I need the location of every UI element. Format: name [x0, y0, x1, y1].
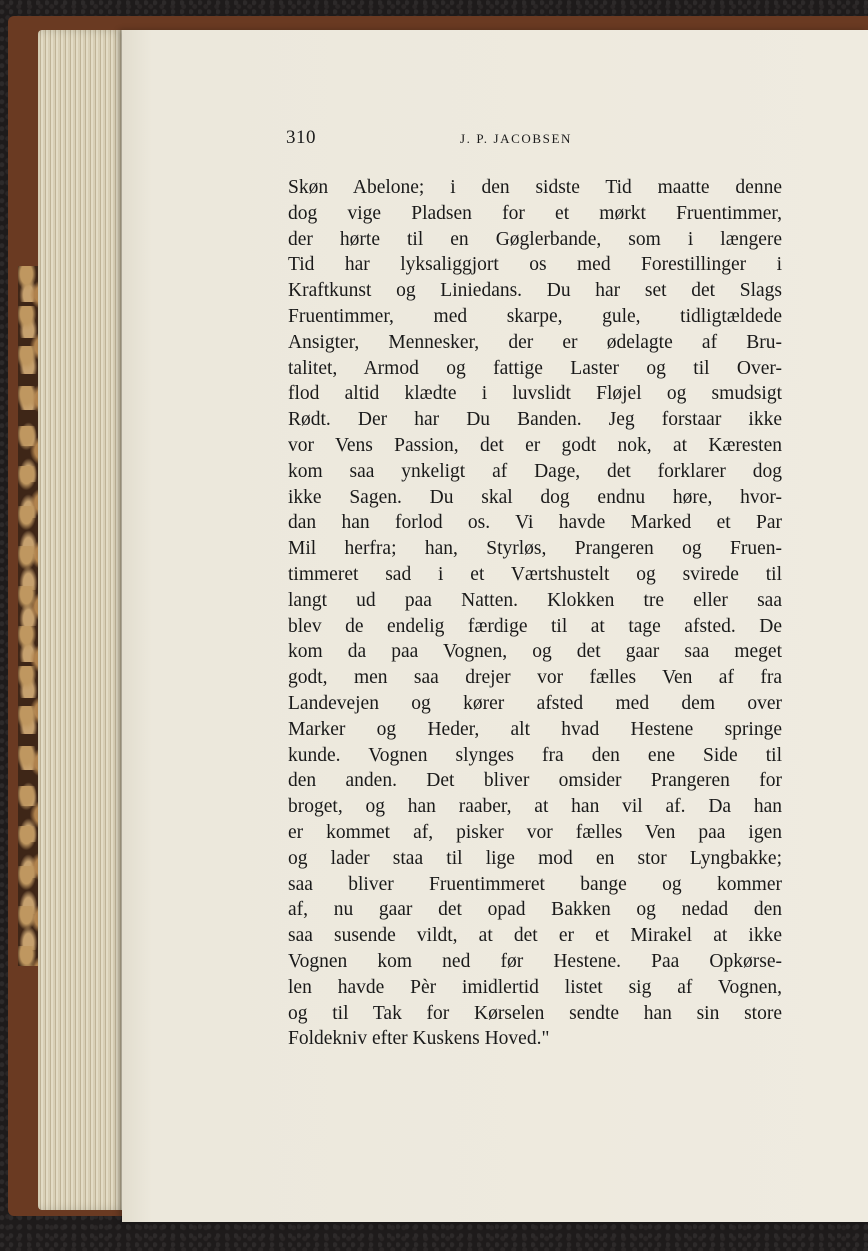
text-line: blev de endelig færdige til at tage afsted. De	[288, 615, 782, 637]
text-line: og til Tak for Kørselen sendte han sin store	[288, 1002, 782, 1024]
text-line: flod altid klædte i luvslidt Fløjel og smudsigt	[288, 383, 782, 405]
page-header	[286, 127, 786, 151]
text-line: broget, og han raaber, at han vil af. Da han	[288, 796, 782, 818]
text-line: talitet, Armod og fattige Laster og til Over-	[288, 357, 782, 379]
running-head: J. P. JACOBSEN	[460, 131, 572, 146]
text-line: af, nu gaar det opad Bakken og nedad den	[288, 899, 782, 921]
text-line: Marker og Heder, alt hvad Hestene springe	[288, 718, 782, 740]
body-text	[288, 175, 782, 1052]
text-line: Vognen kom ned før Hestene. Paa Opkørse-	[288, 950, 782, 972]
text-line: kom da paa Vognen, og det gaar saa meget	[288, 641, 782, 663]
text-line: vor Vens Passion, det er godt nok, at Kæresten	[288, 434, 782, 456]
text-line: er kommet af, pisker vor fælles Ven paa igen	[288, 821, 782, 843]
text-line: saa susende vildt, at det er et Mirakel at ikke	[288, 925, 782, 947]
text-line: Landevejen og kører afsted med dem over	[288, 692, 782, 714]
text-line: og lader staa til lige mod en stor Lyngbakke;	[288, 847, 782, 869]
text-line: langt ud paa Natten. Klokken tre eller saa	[288, 589, 782, 611]
text-line: Tid har lyksaliggjort os med Forestillinger i	[288, 254, 782, 276]
text-line: Kraftkunst og Liniedans. Du har set det Slags	[288, 280, 782, 302]
text-line: dan han forlod os. Vi havde Marked et Par	[288, 512, 782, 534]
text-line: len havde Pèr imidlertid listet sig af Vognen,	[288, 976, 782, 998]
text-line: Mil herfra; han, Styrløs, Prangeren og Fruen-	[288, 538, 782, 560]
text-line: kunde. Vognen slynges fra den ene Side til	[288, 744, 782, 766]
text-line: timmeret sad i et Værtshustelt og svirede til	[288, 563, 782, 585]
text-line: saa bliver Fruentimmeret bange og kommer	[288, 873, 782, 895]
text-line: Ansigter, Mennesker, der er ødelagte af Bru-	[288, 331, 782, 353]
text-line: der hørte til en Gøglerbande, som i længere	[288, 228, 782, 250]
page-edges	[38, 30, 128, 1210]
text-line: Rødt. Der har Du Banden. Jeg forstaar ikke	[288, 409, 782, 431]
text-line: dog vige Pladsen for et mørkt Fruentimmer,	[288, 202, 782, 224]
text-line: Foldekniv efter Kuskens Hoved."	[288, 1028, 550, 1050]
text-line: ikke Sagen. Du skal dog endnu høre, hvor-	[288, 486, 782, 508]
text-line: kom saa ynkeligt af Dage, det forklarer dog	[288, 460, 782, 482]
page-number: 310	[286, 127, 316, 148]
text-line: den anden. Det bliver omsider Prangeren for	[288, 770, 782, 792]
text-line: godt, men saa drejer vor fælles Ven af fra	[288, 667, 782, 689]
text-line: Fruentimmer, med skarpe, gule, tidligtældede	[288, 305, 782, 327]
text-line: Skøn Abelone; i den sidste Tid maatte denne	[288, 177, 782, 198]
